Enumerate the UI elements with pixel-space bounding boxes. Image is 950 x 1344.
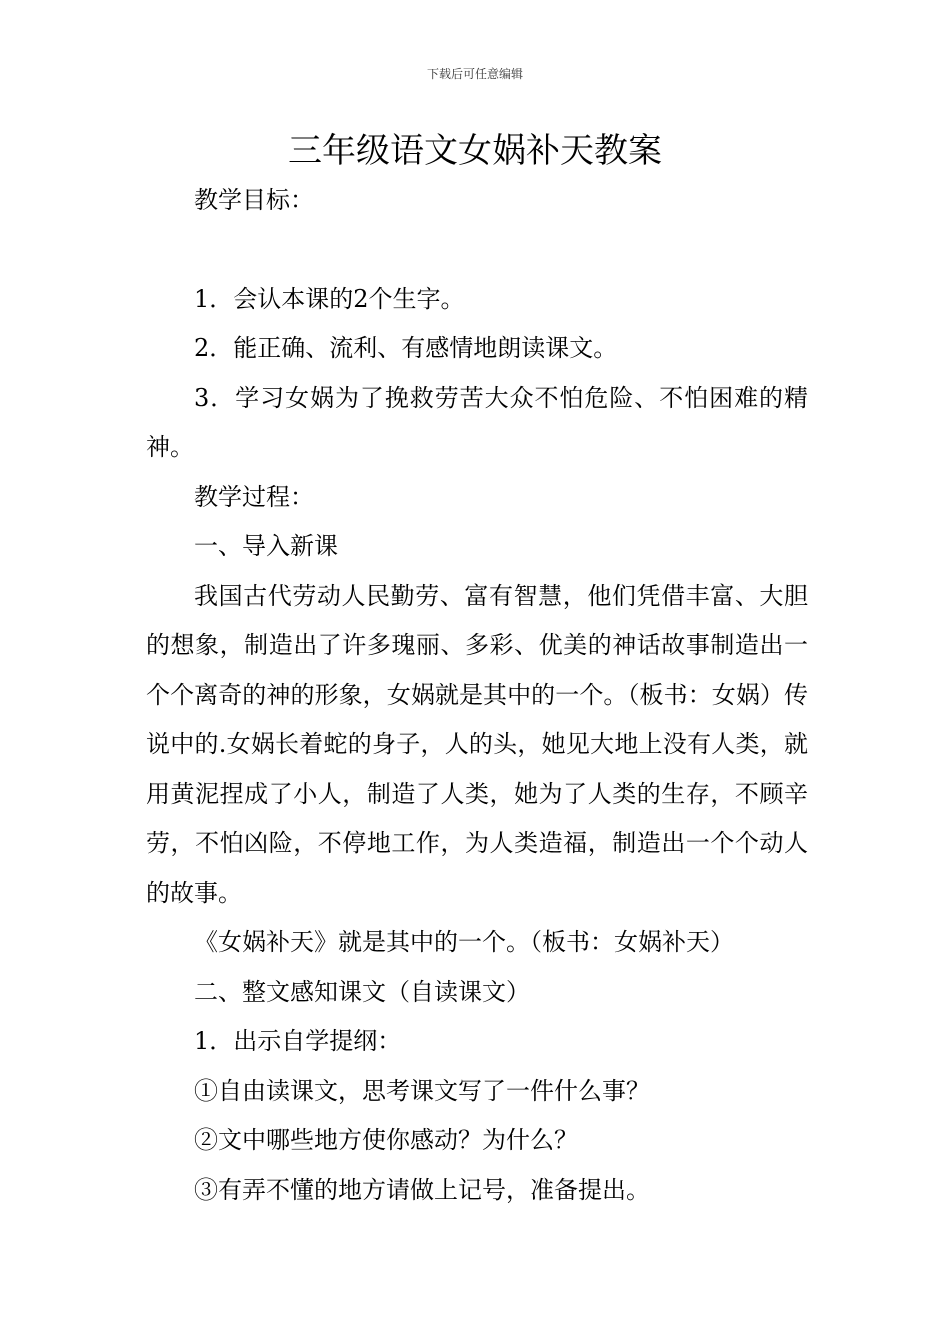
intro-paragraph-2: 《女娲补天》就是其中的一个。（板书：女娲补天） [194, 928, 734, 956]
outline-item-1: ①自由读课文，思考课文写了一件什么事？ [194, 1076, 650, 1105]
blank-line [146, 226, 808, 275]
outline-item-3: ③有弄不懂的地方请做上记号，准备提出。 [194, 1175, 650, 1204]
subsection-heading-reading: 二、整文感知课文（自读课文） [194, 977, 530, 1006]
objective-item-1: 1．会认本课的2个生字。 [194, 284, 465, 313]
document-title: 三年级语文女娲补天教案 [288, 131, 662, 171]
study-outline-heading: 1．出示自学提纲： [194, 1027, 402, 1055]
section-heading-process: 教学过程： [194, 482, 314, 511]
intro-paragraph: 我国古代劳动人民勤劳、富有智慧，他们凭借丰富、大胆的想象，制造出了许多瑰丽、多彩、优美的神话故事制造出一个个离奇的神的形象，女娲就是其中的一个。（板书：女娲）传说中的.女娲长着蛇的身子，人的头，她见大地上没有人类，就用黄泥捏成了小人，制造了人类，她为了人类的生存，不顾辛劳，不怕凶险，不停地工作，为人类造福，制造出一个个动人的故事。 [146, 581, 808, 907]
document-body [146, 176, 808, 1215]
subsection-heading-intro: 一、导入新课 [194, 532, 338, 560]
section-heading-objectives: 教学目标： [194, 186, 314, 214]
objective-item-3: 3．学习女娲为了挽救劳苦大众不怕危险、不怕困难的精神。 [146, 383, 808, 461]
outline-item-2: ②文中哪些地方使你感动？为什么？ [194, 1126, 578, 1154]
objective-item-2: 2．能正确、流利、有感情地朗读课文。 [194, 334, 618, 362]
header-note: 下载后可任意编辑 [426, 67, 523, 81]
